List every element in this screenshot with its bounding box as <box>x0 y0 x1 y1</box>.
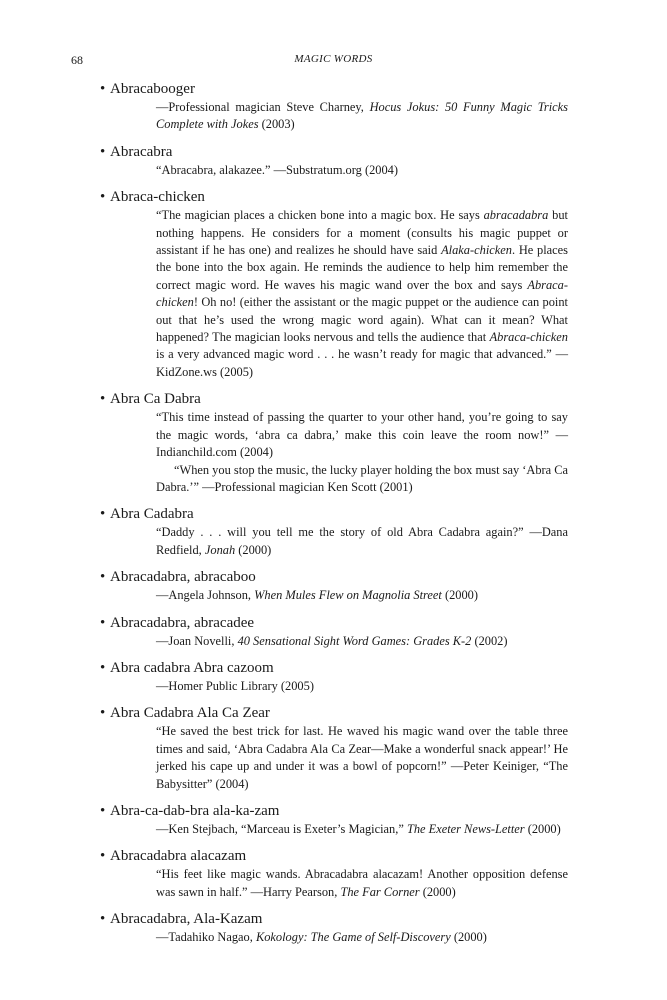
citation-title: Abraca-chicken <box>156 277 568 310</box>
citation-text: (2000) <box>419 884 456 899</box>
entry-citation <box>156 524 568 559</box>
citation-title: Abraca-chicken <box>489 330 568 345</box>
entry <box>100 390 568 496</box>
entry-citation <box>156 866 568 901</box>
citation-paragraph <box>156 207 568 381</box>
entry-term-text: Abra Ca Dabra <box>110 391 201 408</box>
bullet-icon: • <box>100 802 106 819</box>
entry <box>100 614 568 650</box>
page-header <box>0 53 667 69</box>
citation-title: Alaka-chicken <box>441 243 512 258</box>
entry <box>100 802 568 838</box>
citation-text: “When you stop the music, the lucky player holding the box must say ‘Abra Ca Dabra.’” —Professional magician Ken Scott (2001) <box>156 462 569 494</box>
citation-text: “This time instead of passing the quarter to your other hand, you’re going to say the magic words, ‘abra ca dabra,’ make this coin leave the room now!” —Indianchild.com (2004) <box>156 410 568 460</box>
bullet-icon: • <box>100 391 106 408</box>
citation-text: “Abracabra, alakazee.” —Substratum.org (2004) <box>156 162 398 177</box>
citation-text: —Angela Johnson, <box>156 588 255 603</box>
entry-citation <box>156 409 568 496</box>
citation-title: abracadabra <box>483 208 549 223</box>
entry-term <box>100 659 568 678</box>
entry-term-text: Abra-ca-dab-bra ala-ka-zam <box>110 802 280 819</box>
entry-term-text: Abra Cadabra Ala Ca Zear <box>110 705 270 722</box>
entry-term <box>100 390 568 409</box>
entry-term-text: Abracabra <box>110 143 173 160</box>
bullet-icon: • <box>100 569 106 586</box>
citation-paragraph <box>156 866 568 901</box>
entry <box>100 568 568 604</box>
entry-term <box>100 505 568 524</box>
citation-title: When Mules Flew on Magnolia Street <box>254 588 442 603</box>
bullet-icon: • <box>100 911 106 928</box>
citation-title: The Far Corner <box>340 884 420 899</box>
citation-text: —Joan Novelli, <box>156 633 238 648</box>
citation-paragraph <box>156 99 568 134</box>
page-number: 68 <box>71 53 83 67</box>
bullet-icon: • <box>100 659 106 676</box>
citation-paragraph <box>156 633 568 650</box>
entry-term-text: Abracadabra, abracadee <box>110 614 255 631</box>
citation-paragraph <box>156 462 568 497</box>
running-head: MAGIC WORDS <box>294 53 373 65</box>
citation-paragraph <box>156 162 568 179</box>
bullet-icon: • <box>100 506 106 523</box>
entry-term <box>100 188 568 207</box>
bullet-icon: • <box>100 705 106 722</box>
citation-text: “Daddy . . . will you tell me the story of old Abra Cadabra again?” —Dana Redfield, <box>156 525 568 557</box>
entry <box>100 704 568 793</box>
bullet-icon: • <box>100 189 106 206</box>
citation-text: (2000) <box>524 821 561 836</box>
citation-paragraph <box>156 929 568 946</box>
entry-term-text: Abracadabra alacazam <box>110 848 247 865</box>
entry-term <box>100 802 568 821</box>
entry-term <box>100 143 568 162</box>
bullet-icon: • <box>100 848 106 865</box>
citation-text: (2002) <box>471 633 508 648</box>
citation-title: Hocus Jokus: 50 Funny Magic Tricks Complete with Jokes <box>156 100 568 132</box>
entry-list <box>100 80 568 956</box>
citation-paragraph <box>156 587 568 604</box>
citation-title: Kokology: The Game of Self-Discovery <box>255 930 451 945</box>
entry-term <box>100 910 568 929</box>
entry-term <box>100 568 568 587</box>
bullet-icon: • <box>100 143 106 160</box>
citation-text: (2003) <box>258 117 295 132</box>
entry-term <box>100 847 568 866</box>
entry-term-text: Abracabooger <box>110 81 195 97</box>
entry-term-text: Abra Cadabra <box>110 506 194 523</box>
citation-title: Jonah <box>204 542 236 557</box>
entry <box>100 188 568 381</box>
citation-text: ! Oh no! (either the assistant or the magic puppet or the audience can point out that he’s used the wrong magic word again). What can it mean? What happened? The magician looks nervous and tells the audience that <box>156 295 568 345</box>
citation-paragraph <box>156 409 568 461</box>
citation-text: but nothing happens. He considers for a moment (consults his magic puppet or assistant if he has one) and realizes he should have said <box>156 208 568 258</box>
citation-text: “His feet like magic wands. Abracadabra alacazam! Another opposition defense was sawn in half.” —Harry Pearson, <box>156 867 568 899</box>
citation-text: “The magician places a chicken bone into a magic box. He says <box>156 208 484 223</box>
entry-citation <box>156 633 568 650</box>
citation-text: —Tadahiko Nagao, <box>156 930 256 945</box>
citation-paragraph <box>156 723 568 793</box>
entry <box>100 910 568 946</box>
entry-term-text: Abraca-chicken <box>110 189 205 206</box>
entry-term <box>100 704 568 723</box>
citation-paragraph <box>156 678 568 695</box>
entry <box>100 505 568 559</box>
entry-citation <box>156 678 568 695</box>
citation-text: . He places the bone into the box again. He reminds the audience to help him remember the correct magic word. He waves his magic wand over the box and says <box>156 243 569 292</box>
entry-term-text: Abra cadabra Abra cazoom <box>110 659 274 676</box>
entry-term <box>100 614 568 633</box>
bullet-icon: • <box>100 81 106 97</box>
citation-text: —Homer Public Library (2005) <box>156 678 314 693</box>
citation-title: 40 Sensational Sight Word Games: Grades K-2 <box>237 633 472 648</box>
entry <box>100 659 568 695</box>
citation-text: —Ken Stejbach, “Marceau is Exeter’s Magician,” <box>156 821 407 836</box>
entry-term-text: Abracadabra, abracaboo <box>110 569 256 586</box>
entry-citation <box>156 207 568 381</box>
citation-text: is a very advanced magic word . . . he wasn’t ready for magic that advanced.” —KidZone.ws (2005) <box>156 347 568 379</box>
citation-text: (2000) <box>441 588 479 603</box>
entry-citation <box>156 929 568 946</box>
entry-citation <box>156 99 568 134</box>
bullet-icon: • <box>100 614 106 631</box>
citation-text: —Professional magician Steve Charney, <box>156 100 370 114</box>
citation-paragraph <box>156 524 568 559</box>
entry <box>100 143 568 179</box>
entry <box>100 80 568 134</box>
entry-citation <box>156 587 568 604</box>
entry-citation <box>156 723 568 793</box>
citation-paragraph <box>156 821 568 838</box>
citation-text: (2000) <box>235 542 272 557</box>
entry <box>100 847 568 901</box>
citation-text: “He saved the best trick for last. He waved his magic wand over the table three times and said, ‘Abra Cadabra Ala Ca Zear—Make a wonderful snack appear!’ He jerked his cape up and under it was a bowl of popcorn!” —Peter Keiniger, “The Babysitter” (2004) <box>156 724 568 791</box>
citation-text: (2000) <box>450 930 487 945</box>
citation-title: The Exeter News-Letter <box>406 821 525 836</box>
entry-citation <box>156 162 568 179</box>
entry-term-text: Abracadabra, Ala-Kazam <box>110 911 263 928</box>
entry-term <box>100 80 568 99</box>
entry-citation <box>156 821 568 838</box>
